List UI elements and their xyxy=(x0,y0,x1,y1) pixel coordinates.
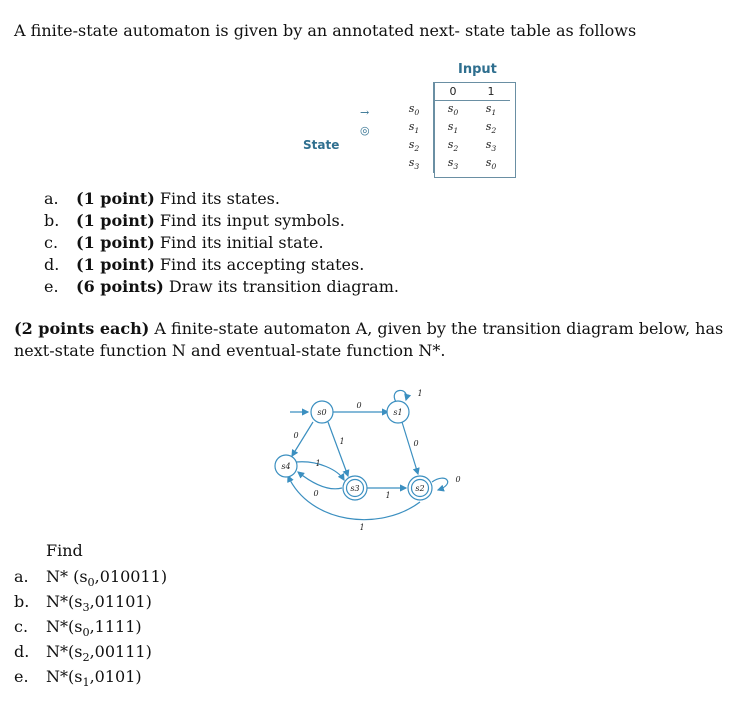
part3-list xyxy=(14,566,167,691)
item-points: (1 point) xyxy=(76,255,155,274)
table-row xyxy=(395,155,510,173)
edge-label: 1 xyxy=(339,437,345,446)
next-state-cell: $s_3$ xyxy=(447,156,459,172)
state-label: s1 xyxy=(393,408,403,417)
list-item xyxy=(44,210,399,232)
list-item xyxy=(44,254,399,276)
list-item xyxy=(14,666,167,691)
state-cell: $s_1$ xyxy=(395,119,434,137)
edge-label: 1 xyxy=(315,459,321,468)
list-item xyxy=(14,641,167,666)
next-state-cell: $s_2$ xyxy=(447,138,459,154)
list-item xyxy=(14,591,167,616)
item-points: (1 point) xyxy=(76,211,155,230)
table-row xyxy=(395,101,510,120)
edge-label: 1 xyxy=(417,389,423,398)
edge-label: 0 xyxy=(455,475,461,484)
state-label: s3 xyxy=(350,484,360,493)
item-label: c. xyxy=(44,233,59,252)
edge-s0-s3 xyxy=(328,422,348,476)
item-text: N* $(s_0,010011)$ xyxy=(46,567,168,590)
list-item xyxy=(44,232,399,254)
item-points: (6 points) xyxy=(76,277,164,296)
item-label: a. xyxy=(14,567,29,586)
item-text: $N*(s_1,0101)$ xyxy=(46,667,142,690)
edge-s1-loop xyxy=(394,390,406,402)
input-symbol: 1 xyxy=(472,82,510,101)
item-text: $N*(s_2,00111)$ xyxy=(46,642,152,665)
item-label: b. xyxy=(44,211,60,230)
list-item xyxy=(14,616,167,641)
part1-list xyxy=(44,188,399,298)
next-state-cell: $s_1$ xyxy=(485,102,497,118)
part2-points: (2 points each) xyxy=(14,319,150,338)
next-state-cell: $s_1$ xyxy=(447,120,459,136)
item-label: a. xyxy=(44,189,59,208)
intro-text: A finite-state automaton is given by an annotated next- state table as follows xyxy=(14,21,637,40)
edge-label: 0 xyxy=(313,489,319,498)
item-label: e. xyxy=(44,277,59,296)
table-row xyxy=(395,137,510,155)
part2-paragraph xyxy=(14,318,726,362)
edge-s2-loop xyxy=(432,478,448,490)
item-label: b. xyxy=(14,592,30,611)
item-label: d. xyxy=(14,642,30,661)
edge-label: 1 xyxy=(385,491,391,500)
find-heading: Find xyxy=(46,541,83,560)
next-state-table xyxy=(395,82,510,173)
item-points: (1 point) xyxy=(76,189,155,208)
table-side-label: State xyxy=(303,138,340,152)
state-cell: $s_2$ xyxy=(395,137,434,155)
item-points: (1 point) xyxy=(76,233,155,252)
item-text: $N*(s_0,1111)$ xyxy=(46,617,142,640)
item-label: e. xyxy=(14,667,29,686)
edge-s1-s2 xyxy=(402,422,418,474)
edge-s3-s4 xyxy=(298,472,342,489)
edge-label: 0 xyxy=(413,439,419,448)
item-text: Find its initial state. xyxy=(154,233,324,252)
list-item xyxy=(14,566,167,591)
state-cell: $s_0$ xyxy=(395,101,434,120)
item-label: d. xyxy=(44,255,60,274)
transition-diagram xyxy=(270,384,480,532)
state-label: s0 xyxy=(317,408,327,417)
item-text: Find its accepting states. xyxy=(154,255,365,274)
item-label: c. xyxy=(14,617,29,636)
item-text: Draw its transition diagram. xyxy=(163,277,399,296)
initial-state-arrow-icon: → xyxy=(360,106,370,119)
edge-label: 1 xyxy=(359,523,365,532)
edge-label: 0 xyxy=(356,401,362,410)
list-item xyxy=(44,276,399,298)
accepting-state-icon: ◎ xyxy=(360,124,370,137)
item-text: Find its states. xyxy=(154,189,280,208)
input-symbol: 0 xyxy=(434,82,473,101)
next-state-cell: $s_3$ xyxy=(485,138,497,154)
state-label: s2 xyxy=(415,484,425,493)
next-state-cell: $s_2$ xyxy=(485,120,497,136)
next-state-cell: $s_0$ xyxy=(447,102,459,118)
table-row xyxy=(395,119,510,137)
state-label: s4 xyxy=(281,462,291,471)
item-text: $N*(s_3,01101)$ xyxy=(46,592,152,615)
next-state-table-figure xyxy=(300,60,540,180)
table-title: Input xyxy=(458,62,497,77)
state-cell: $s_3$ xyxy=(395,155,434,173)
part2-text: A finite-state automaton A, given by the transition diagram below, has next-state function N and eventual-state function N*. xyxy=(14,319,724,360)
edge-label: 0 xyxy=(293,431,299,440)
next-state-cell: $s_0$ xyxy=(485,156,497,172)
list-item xyxy=(44,188,399,210)
item-text: Find its input symbols. xyxy=(154,211,345,230)
